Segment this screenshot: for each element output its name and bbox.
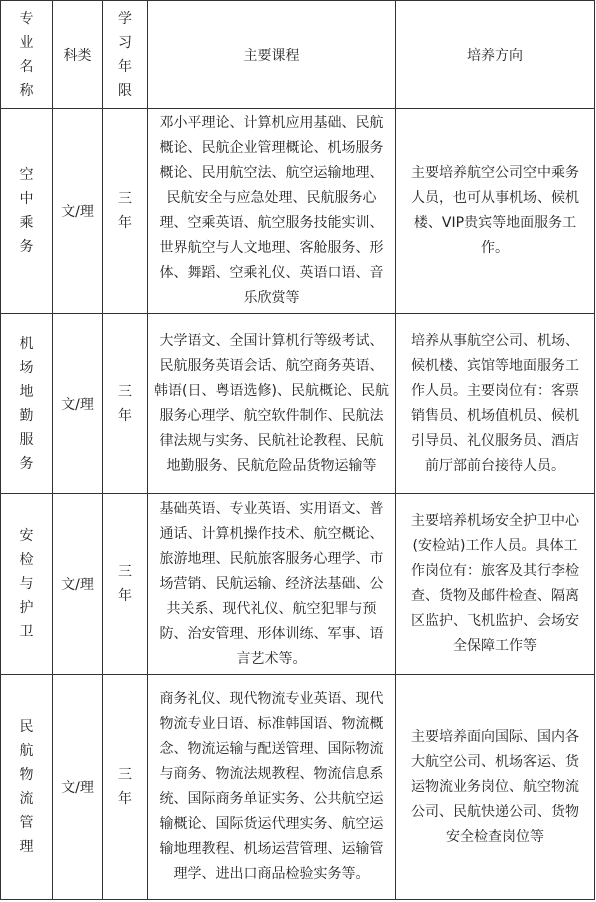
- vertical-char: 称: [19, 82, 34, 99]
- vertical-char: 空: [19, 167, 34, 183]
- vertical-char: 民: [19, 719, 34, 735]
- major-text: [1, 715, 52, 859]
- header-courses: 主要课程: [148, 1, 396, 109]
- vertical-char: 机: [19, 335, 34, 352]
- duration-cell: [103, 109, 148, 314]
- vertical-char: 护: [19, 600, 34, 616]
- table-row: [1, 314, 595, 494]
- vertical-char: 物: [19, 767, 34, 783]
- vertical-char: 乘: [19, 215, 34, 231]
- duration-cell: [103, 675, 148, 900]
- major-cell: [1, 675, 53, 900]
- header-duration-text: [103, 7, 147, 103]
- courses-cell: 商务礼仪、现代物流专业英语、现代物流专业日语、标准韩国语、物流概念、物流运输与配送管理、国际物流与商务、物流法规教程、物流信息系统、国际商务单证实务、公共航空运输概论、国际货运代理实务、航空运输地理教程、机场运营管理、运输管理学、进出口商品检验实务等。: [148, 675, 396, 900]
- vertical-char: 三: [118, 383, 132, 400]
- vertical-char: 检: [19, 552, 34, 568]
- major-text: [1, 332, 52, 476]
- duration-text: [103, 380, 147, 428]
- duration-text: [103, 187, 147, 235]
- table-row: [1, 675, 595, 900]
- vertical-char: 学: [118, 10, 132, 27]
- vertical-char: 年: [118, 58, 132, 75]
- vertical-char: 流: [19, 791, 34, 807]
- category-cell: 文/理: [53, 314, 103, 494]
- category-cell: 文/理: [53, 494, 103, 675]
- category-cell: 文/理: [53, 109, 103, 314]
- header-duration: [103, 1, 148, 109]
- vertical-char: 业: [19, 34, 34, 51]
- direction-cell: 主要培养机场安全护卫中心(安检站)工作人员。具体工作岗位有：旅客及其行李检查、货物及邮件检查、隔离区监护、飞机监护、会场安全保障工作等: [396, 494, 595, 675]
- duration-cell: [103, 494, 148, 675]
- major-text: [1, 524, 52, 644]
- direction-cell: 主要培养航空公司空中乘务人员，也可从事机场、候机楼、VIP贵宾等地面服务工作。: [396, 109, 595, 314]
- vertical-char: 三: [118, 191, 132, 207]
- vertical-char: 航: [19, 743, 34, 759]
- vertical-char: 场: [19, 359, 34, 376]
- vertical-char: 三: [118, 564, 132, 580]
- header-category: 科类: [53, 1, 103, 109]
- header-major-text: [1, 7, 52, 103]
- major-cell: [1, 109, 53, 314]
- table-row: [1, 494, 595, 675]
- vertical-char: 名: [19, 58, 34, 75]
- major-cell: [1, 314, 53, 494]
- vertical-char: 安: [19, 528, 34, 544]
- vertical-char: 勤: [19, 407, 34, 424]
- courses-cell: 基础英语、专业英语、实用语文、普通话、计算机操作技术、航空概论、旅游地理、民航旅客服务心理学、市场营销、民航运输、经济法基础、公共关系、现代礼仪、航空犯罪与预防、治安管理、形体训练、军事、语言艺术等。: [148, 494, 396, 675]
- header-direction: 培养方向: [396, 1, 595, 109]
- table-row: [1, 109, 595, 314]
- courses-cell: 邓小平理论、计算机应用基础、民航概论、民航企业管理概论、机场服务概论、民用航空法、航空运输地理、民航安全与应急处理、民航服务心理、空乘英语、航空服务技能实训、世界航空与人文地理、客舱服务、形体、舞蹈、空乘礼仪、英语口语、音乐欣赏等: [148, 109, 396, 314]
- direction-cell: 培养从事航空公司、机场、候机楼、宾馆等地面服务工作人员。主要岗位有：客票销售员、机场值机员、候机引导员、礼仪服务员、酒店前厅部前台接待人员。: [396, 314, 595, 494]
- major-cell: [1, 494, 53, 675]
- vertical-char: 限: [118, 82, 132, 99]
- vertical-char: 卫: [19, 624, 34, 640]
- header-major: [1, 1, 53, 109]
- vertical-char: 务: [19, 455, 34, 472]
- major-text: [1, 163, 52, 259]
- vertical-char: 与: [19, 576, 34, 592]
- vertical-char: 习: [118, 34, 132, 51]
- courses-cell: 大学语文、全国计算机行等级考试、民航服务英语会话、航空商务英语、韩语(日、粤语选修)、民航概论、民航服务心理学、航空软件制作、民航法律法规与实务、民航社论教程、民航地勤服务、民航危险品货物运输等: [148, 314, 396, 494]
- vertical-char: 管: [19, 815, 34, 831]
- vertical-char: 中: [19, 191, 34, 207]
- vertical-char: 专: [19, 10, 34, 27]
- duration-text: [103, 560, 147, 608]
- direction-cell: 主要培养面向国际、国内各大航空公司、机场客运、货运物流业务岗位、航空物流公司、民航快递公司、货物安全检查岗位等: [396, 675, 595, 900]
- header-row: [1, 1, 595, 109]
- vertical-char: 理: [19, 839, 34, 855]
- vertical-char: 地: [19, 383, 34, 400]
- vertical-char: 年: [118, 588, 132, 604]
- vertical-char: 年: [118, 215, 132, 231]
- category-cell: 文/理: [53, 675, 103, 900]
- vertical-char: 年: [118, 407, 132, 424]
- vertical-char: 年: [118, 791, 132, 807]
- duration-text: [103, 763, 147, 811]
- vertical-char: 务: [19, 239, 34, 255]
- vertical-char: 三: [118, 767, 132, 783]
- duration-cell: [103, 314, 148, 494]
- vertical-char: 服: [19, 431, 34, 448]
